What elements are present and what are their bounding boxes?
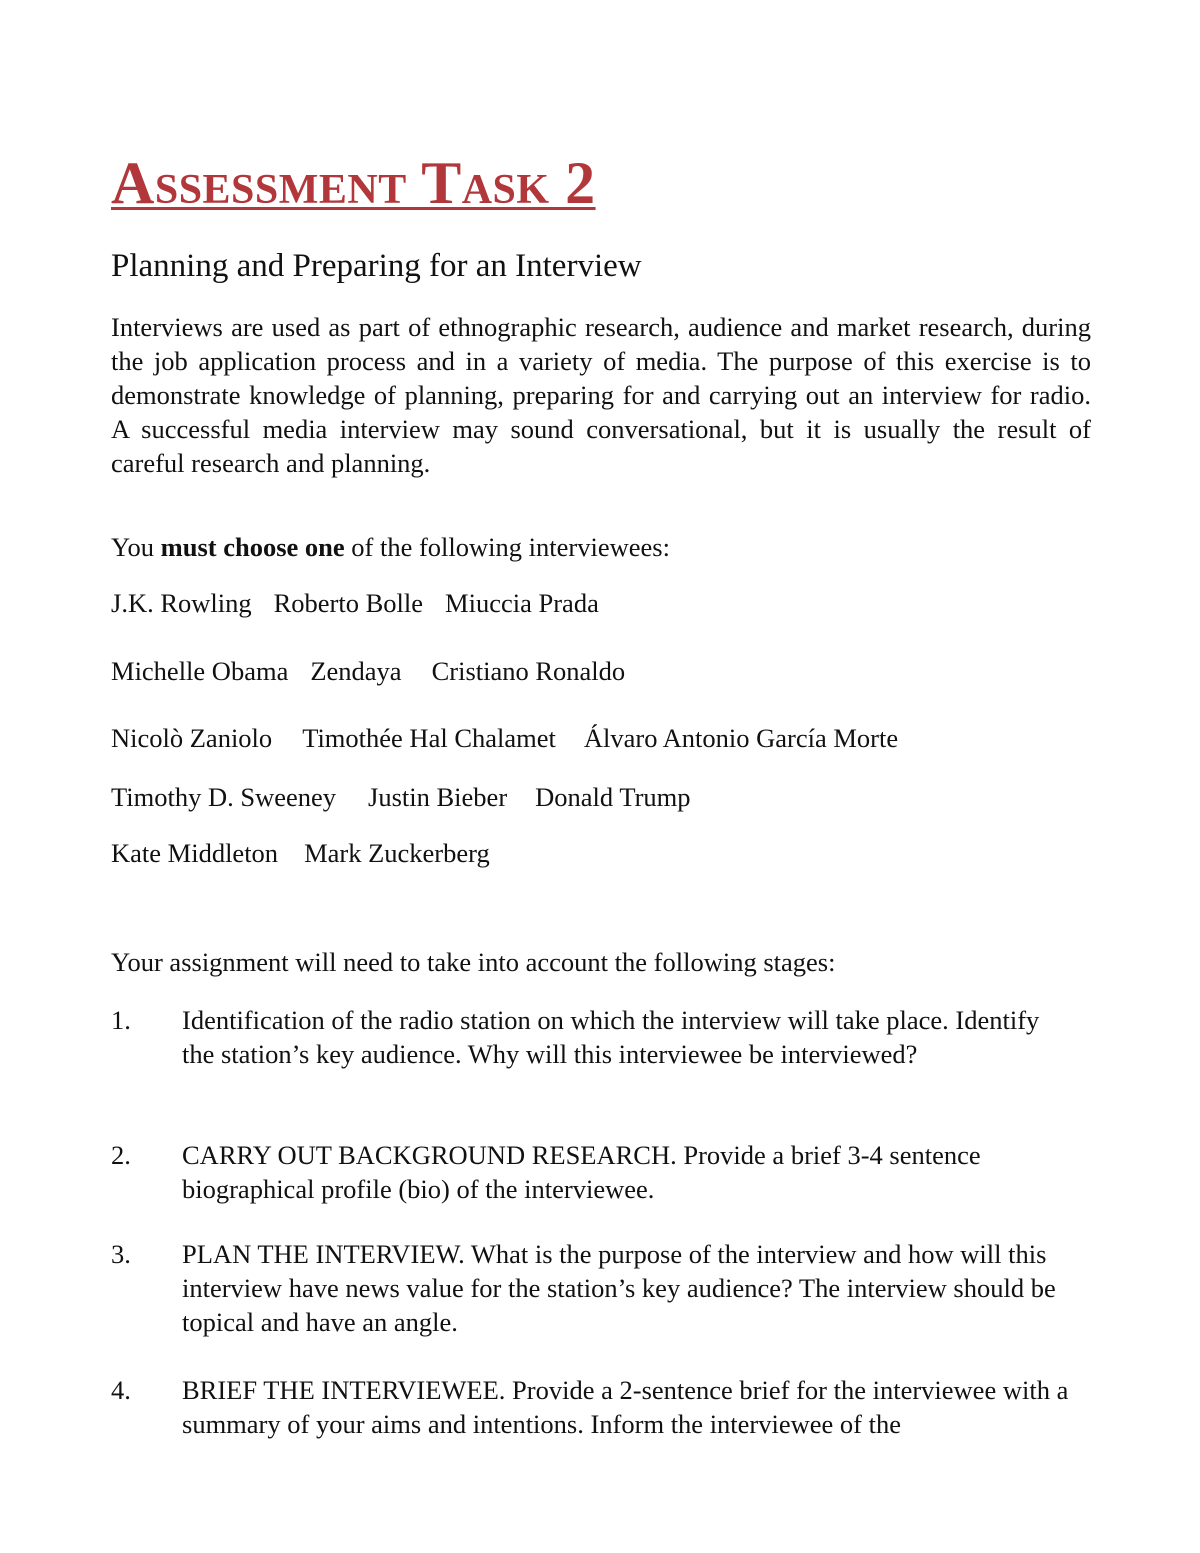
interviewee-name: Zendaya [310,656,402,686]
interviewee-name: Cristiano Ronaldo [431,656,626,686]
stage-text: BRIEF THE INTERVIEWEE. Provide a 2-sentence brief for the interviewee with a summary of your aims and intentions. Inform the interviewee of the [182,1375,1069,1439]
stage-item [111,1237,1091,1339]
interviewee-name: Álvaro Antonio García Morte [583,723,899,753]
interviewee-row-2 [111,654,625,688]
choose-text-after: of the following interviewees: [344,532,670,562]
stage-text: PLAN THE INTERVIEW. What is the purpose of the interview and how will this interview have news value for the station’s key audience? The interview should be topical and have an angle. [182,1239,1056,1337]
choose-instruction [111,530,670,564]
stage-item [111,1003,1091,1071]
interviewee-name: Timothée Hal Chalamet [302,723,556,753]
intro-paragraph: Interviews are used as part of ethnographic research, audience and market research, during the job application process and in a variety of media. The purpose of this exercise is to demonstrate knowledge of planning, preparing for and carrying out an interview for radio. A successful media interview may sound conversational, but it is usually the result of careful research and planning. [111,312,1091,478]
interviewee-row-1 [111,586,599,620]
interviewee-name: Kate Middleton [111,838,279,868]
page-subtitle: Planning and Preparing for an Interview [111,248,642,284]
stages-intro: Your assignment will need to take into account the following stages: [111,947,836,977]
stage-item [111,1138,1091,1206]
stage-text: Identification of the radio station on which the interview will take place. Identify the station’s key audience. Why will this interviewee be interviewed? [182,1005,1040,1069]
interviewee-row-5 [111,836,490,870]
stage-number: 3. [111,1239,131,1269]
interviewee-row-3 [111,721,898,755]
choose-text-bold: must choose one [160,532,345,562]
interviewee-name: Mark Zuckerberg [304,838,490,868]
interviewee-name: Timothy D. Sweeney [111,782,337,812]
interviewee-name: J.K. Rowling [111,588,252,618]
interviewee-name: Roberto Bolle [273,588,424,618]
choose-text-before: You [111,532,161,562]
stage-number: 2. [111,1140,131,1170]
interviewee-name: Miuccia Prada [445,588,599,618]
interviewee-name: Donald Trump [535,782,691,812]
interviewee-name: Justin Bieber [368,782,508,812]
interviewee-row-4 [111,780,691,814]
interviewee-name: Nicolò Zaniolo [111,723,273,753]
interviewee-name: Michelle Obama [111,656,289,686]
stage-number: 4. [111,1375,131,1405]
stage-item [111,1373,1091,1441]
stage-text: CARRY OUT BACKGROUND RESEARCH. Provide a brief 3-4 sentence biographical profile (bio) of the interviewee. [182,1140,981,1204]
stage-number: 1. [111,1005,131,1035]
page-title: Assessment Task 2 [111,150,596,216]
